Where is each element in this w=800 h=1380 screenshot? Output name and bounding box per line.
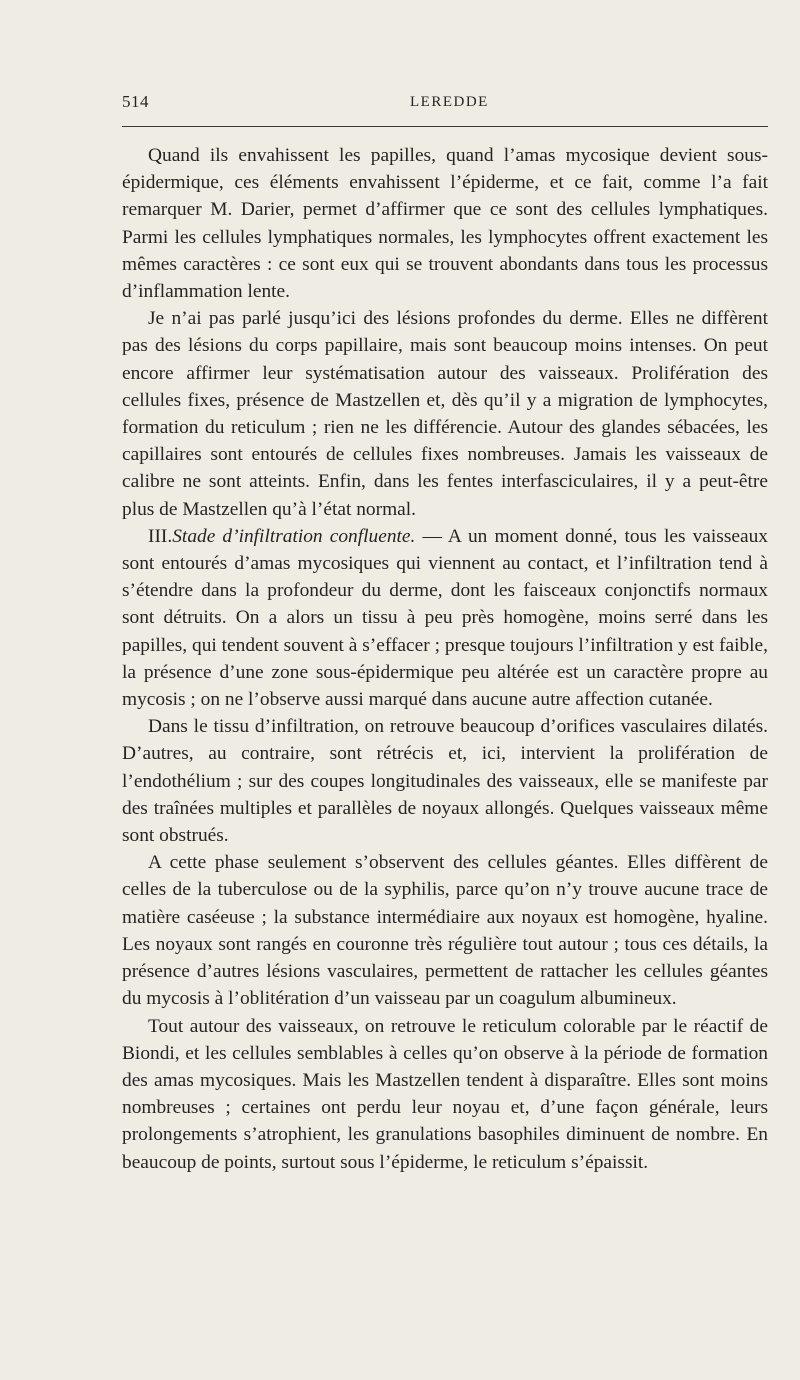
book-page bbox=[122, 92, 768, 1176]
section-number: III. bbox=[148, 525, 173, 547]
paragraph-1: Quand ils envahissent les papilles, quand l’amas mycosique devient sous-épidermique, ces éléments envahissent l’épiderme, et ce fait, comme l’a fait remarquer M. Darier, permet d’affirmer que ce sont des cellules lymphatiques. Parmi les cellules lymphatiques normales, les lymphocytes offrent exactement les mêmes caractères : ce sont eux qui se trouvent abondants dans tous les processus d’inflammation lente. bbox=[122, 145, 768, 303]
paragraph-4: Dans le tissu d’infiltration, on retrouve beaucoup d’orifices vasculaires dilatés. D’autres, au contraire, sont rétrécis et, ici, intervient la prolifération de l’endothélium ; sur des coupes longitudinales des vaisseaux, elle se manifeste par des traînées multiples et parallèles de noyaux allongés. Quelques vaisseaux même sont obstrués. bbox=[122, 716, 768, 847]
section-title: Stade d’infiltration confluente. bbox=[172, 525, 416, 547]
paragraph-3 bbox=[122, 523, 768, 713]
running-head: LEREDDE bbox=[410, 94, 489, 110]
body-text bbox=[122, 142, 768, 1176]
paragraph-6: Tout autour des vaisseaux, on retrouve le reticulum colorable par le réactif de Biondi, et les cellules semblables à celles qu’on observe à la période de formation des amas mycosiques. Mais les Mastzellen tendent à disparaître. Elles sont moins nombreuses ; certaines ont perdu leur noyau et, d’une façon générale, leurs prolongements s’atrophient, les granulations basophiles diminuent de nombre. En beaucoup de points, surtout sous l’épiderme, le reticulum s’épaissit. bbox=[122, 1015, 768, 1173]
paragraph-5: A cette phase seulement s’observent des cellules géantes. Elles diffèrent de celles de la tuberculose ou de la syphilis, parce qu’on n’y trouve aucune trace de matière caséeuse ; la substance intermédiaire aux noyaux est homogène, hyaline. Les noyaux sont rangés en couronne très régulière tout autour ; tous ces détails, la présence d’autres lésions vasculaires, permettent de rattacher les cellules géantes du mycosis à l’oblitération d’un vaisseau par un coagulum albumineux. bbox=[122, 852, 768, 1010]
page-header bbox=[122, 92, 768, 126]
paragraph-3-text: — A un moment donné, tous les vaisseaux sont entourés d’amas mycosiques qui viennent au contact, et l’infiltration tend à s’étendre dans la profondeur du derme, dont les faisceaux conjonctifs normaux sont détruits. On a alors un tissu à peu près homogène, moins serré dans les papilles, qui tendent souvent à s’effacer ; presque toujours l’infiltration y est faible, la présence d’une zone sous-épidermique peu altérée est un caractère propre au mycosis ; on ne l’observe aussi marqué dans aucune autre affection cutanée. bbox=[122, 525, 768, 711]
header-rule bbox=[122, 126, 768, 127]
paragraph-2: Je n’ai pas parlé jusqu’ici des lésions profondes du derme. Elles ne diffèrent pas des lésions du corps papillaire, mais sont beaucoup moins intenses. On peut encore affirmer leur systématisation autour des vaisseaux. Prolifération des cellules fixes, présence de Mastzellen et, dès qu’il y a migration de lymphocytes, formation du reticulum ; rien ne les différencie. Autour des glandes sébacées, les capillaires sont entourés de cellules fixes nombreuses. Jamais les vaisseaux de calibre ne sont atteints. Enfin, dans les fentes interfasciculaires, il y a peut-être plus de Mastzellen qu’à l’état normal. bbox=[122, 308, 768, 520]
page-number: 514 bbox=[122, 92, 149, 111]
